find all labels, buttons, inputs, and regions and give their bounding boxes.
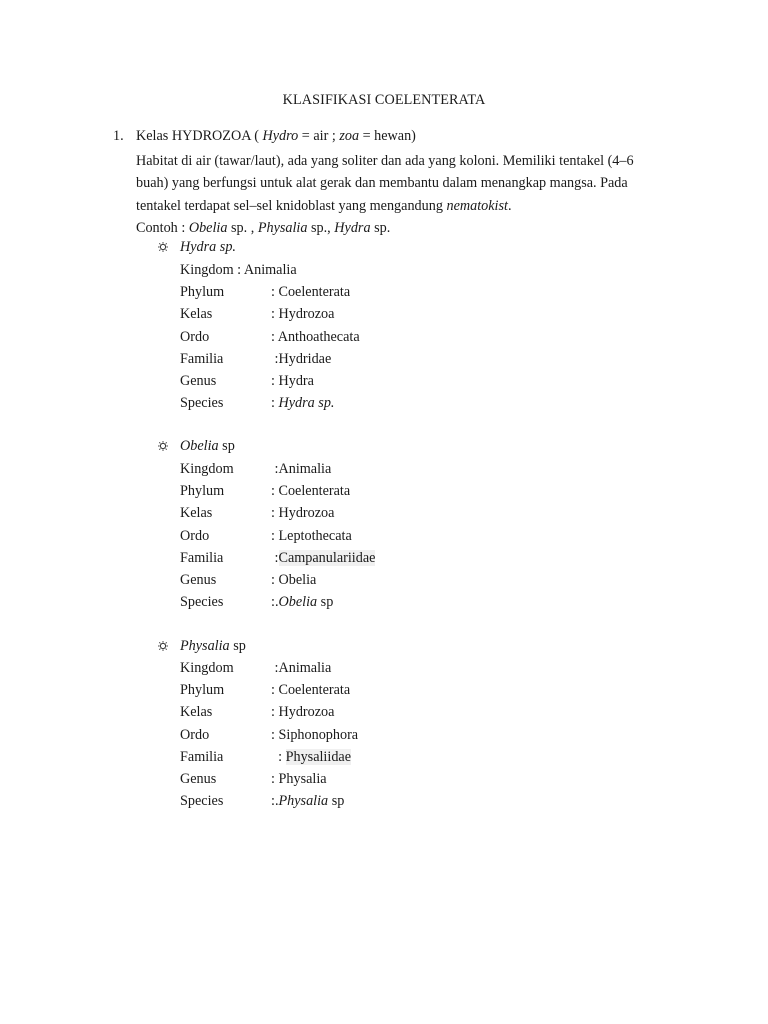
taxonomy-value: : Coelenterata bbox=[271, 483, 351, 500]
taxonomy-key: Kingdom bbox=[180, 660, 234, 676]
paragraph-line: buah) yang berfungsi untuk alat gerak dan membantu dalam menangkap mangsa. Pada bbox=[136, 175, 628, 192]
sun-bullet-icon bbox=[158, 242, 168, 252]
value-prefix: : bbox=[271, 395, 279, 412]
taxonomy-key: Phylum bbox=[180, 682, 225, 699]
taxonomy-value: : Hydrozoa bbox=[271, 306, 335, 323]
taxonomy-key: Phylum bbox=[180, 284, 225, 301]
value-prefix: :. bbox=[271, 594, 279, 611]
taxonomy-value: : Physalia bbox=[271, 770, 327, 787]
taxonomy-key: Genus bbox=[180, 571, 217, 588]
value-italic: Hydra sp. bbox=[278, 395, 335, 412]
taxonomy-key: Familia bbox=[180, 350, 224, 367]
taxonomy-key: Species bbox=[180, 793, 224, 810]
contoh-hydra: Hydra bbox=[334, 220, 371, 237]
taxonomy-value: : Coelenterata bbox=[271, 682, 351, 699]
taxonomy-value: : Hydrozoa bbox=[271, 704, 335, 721]
taxonomy-key: Kelas bbox=[180, 505, 213, 522]
taxonomy-key: Kelas bbox=[180, 306, 213, 323]
contoh-obelia: Obelia bbox=[188, 220, 228, 237]
paragraph-text: tentakel terdapat sel–sel knidoblast yang mengandung bbox=[136, 197, 447, 214]
familia-highlight: Physaliidae bbox=[285, 748, 352, 765]
contoh-physalia: Physalia bbox=[257, 220, 308, 237]
value-prefix: : bbox=[271, 748, 286, 765]
species-name-rest: sp bbox=[218, 438, 235, 454]
taxonomy-value bbox=[271, 591, 333, 613]
species-name: Hydra sp. bbox=[180, 239, 236, 255]
value-prefix: : bbox=[271, 549, 279, 566]
list-number: 1. bbox=[113, 128, 124, 144]
taxonomy-key: Ordo bbox=[180, 726, 210, 743]
taxonomy-value: :Animalia bbox=[271, 461, 332, 477]
species-heading-hydra bbox=[158, 239, 236, 256]
sun-bullet-icon bbox=[158, 441, 168, 451]
taxonomy-key: Genus bbox=[180, 770, 217, 787]
taxonomy-value bbox=[271, 547, 375, 569]
contoh-sep: sp. , bbox=[227, 220, 258, 237]
value-prefix: :. bbox=[271, 793, 279, 810]
species-name: Obelia bbox=[180, 438, 219, 454]
heading-suffix: = hewan) bbox=[359, 128, 416, 144]
species-heading-obelia bbox=[158, 438, 235, 455]
taxonomy-key: Phylum bbox=[180, 483, 225, 500]
taxonomy-key: Ordo bbox=[180, 328, 210, 345]
species-heading-physalia bbox=[158, 638, 246, 655]
taxonomy-key: Genus bbox=[180, 372, 217, 389]
contoh-label: Contoh : bbox=[136, 220, 189, 237]
paragraph-line: Habitat di air (tawar/laut), ada yang soliter dan ada yang koloni. Memiliki tentakel (4–6 bbox=[136, 153, 634, 169]
taxonomy-value: : Obelia bbox=[271, 571, 317, 588]
species-name-rest: sp bbox=[229, 638, 246, 654]
taxonomy-key: Familia bbox=[180, 748, 224, 765]
taxonomy-value bbox=[271, 392, 334, 414]
value-italic: Physalia bbox=[278, 793, 329, 810]
taxonomy-value: : Leptothecata bbox=[271, 527, 352, 544]
taxonomy-value: :Hydridae bbox=[271, 350, 332, 367]
taxonomy-key: Familia bbox=[180, 549, 224, 566]
taxonomy-key: Kelas bbox=[180, 704, 213, 721]
contoh-sep: sp., bbox=[307, 220, 335, 237]
heading-prefix: Kelas HYDROZOA ( bbox=[136, 128, 263, 144]
species-name: Physalia bbox=[180, 638, 230, 654]
paragraph-line bbox=[136, 195, 676, 217]
taxonomy-value bbox=[271, 790, 344, 812]
value-tail: sp bbox=[317, 594, 334, 611]
taxonomy-value: : Hydrozoa bbox=[271, 505, 335, 522]
taxonomy-value: : Siphonophora bbox=[271, 726, 359, 743]
taxonomy-value: : Hydra bbox=[271, 372, 314, 389]
paragraph-period: . bbox=[507, 197, 512, 214]
description-paragraph bbox=[136, 150, 676, 240]
taxonomy-key: Kingdom : Animalia bbox=[180, 262, 297, 278]
page-title: KLASIFIKASI COELENTERATA bbox=[282, 92, 486, 108]
heading-mid: = air ; bbox=[298, 128, 340, 144]
taxonomy-value: : Anthoathecata bbox=[271, 328, 360, 345]
value-italic: Obelia bbox=[278, 594, 318, 611]
taxonomy-key: Species bbox=[180, 594, 224, 611]
heading-hydro: Hydro bbox=[262, 128, 299, 144]
heading-zoa: zoa bbox=[339, 128, 360, 144]
taxonomy-key: Species bbox=[180, 395, 224, 412]
taxonomy-value bbox=[271, 746, 351, 768]
section-heading bbox=[136, 128, 416, 145]
taxonomy-key: Kingdom bbox=[180, 461, 234, 477]
taxonomy-key: Ordo bbox=[180, 527, 210, 544]
nematokist-term: nematokist bbox=[446, 197, 508, 214]
contoh-end: sp. bbox=[370, 220, 391, 237]
contoh-line bbox=[136, 217, 676, 239]
taxonomy-value: : Coelenterata bbox=[271, 284, 351, 301]
value-tail: sp bbox=[328, 793, 345, 810]
sun-bullet-icon bbox=[158, 641, 168, 651]
familia-highlight: Campanulariidae bbox=[278, 549, 376, 566]
taxonomy-value: :Animalia bbox=[271, 660, 332, 676]
